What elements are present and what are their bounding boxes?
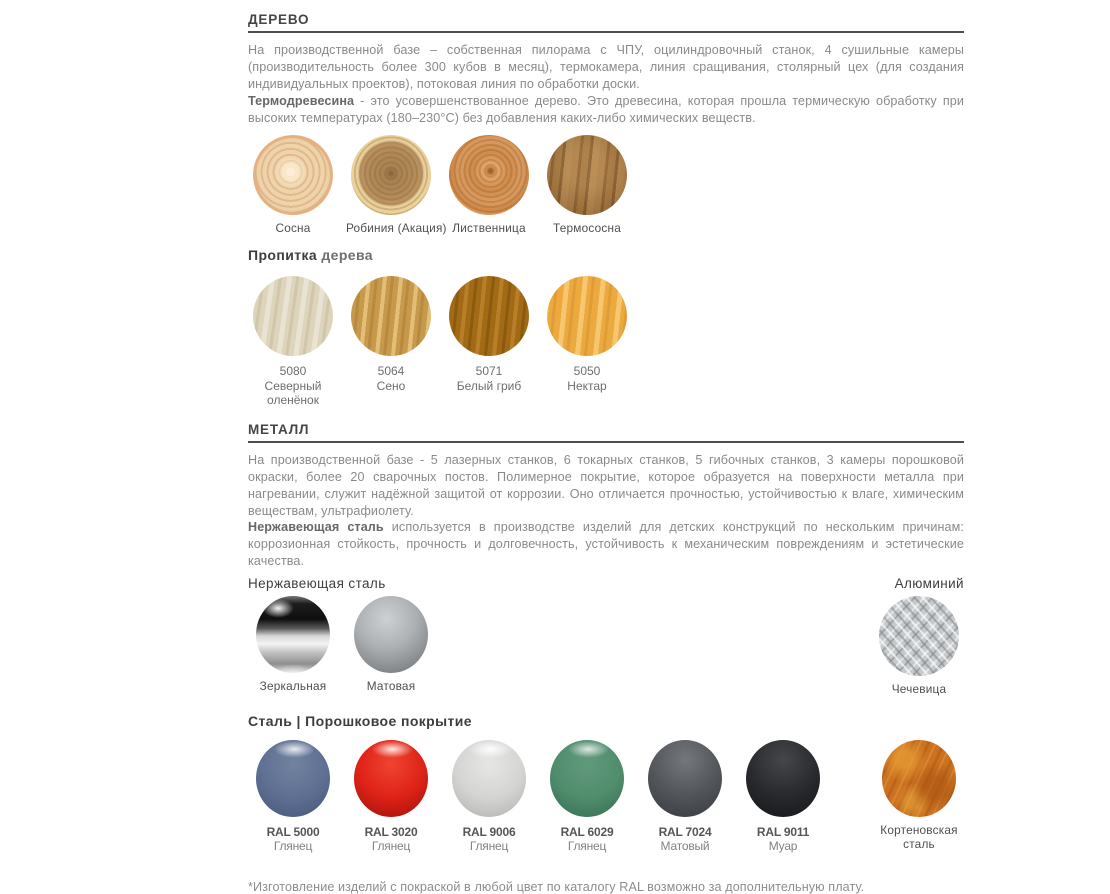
ral-finish: Глянец [567, 839, 607, 854]
ral-code: RAL 5000 [266, 824, 320, 839]
ral-finish: Глянец [469, 839, 509, 854]
stain-name: Нектар [567, 378, 607, 393]
wood-species-pine [248, 135, 338, 236]
impregnation-title-rest: дерева [317, 247, 373, 264]
stainless-steel-title: Нержавеющая сталь [248, 576, 386, 592]
impregnation-color-5080 [248, 276, 338, 408]
robinia-cross-section-swatch [351, 135, 431, 215]
swatch-label [738, 825, 828, 854]
ral-5000-swatch [256, 740, 330, 817]
thermopine-grain-swatch [547, 135, 627, 215]
powder-coating-title: Сталь | Порошковое покрытие [248, 712, 472, 729]
ral-footnote: *Изготовление изделий с покраской в любой цвет по каталогу RAL возможно за дополнительную плату. [248, 879, 865, 894]
swatch-label [248, 364, 338, 408]
stainless-mirror [248, 596, 338, 694]
ral-6029-swatch [550, 740, 624, 817]
stain-5064-swatch [351, 276, 431, 356]
metal-section-divider [248, 441, 964, 443]
ral-code: RAL 9011 [756, 824, 810, 839]
metal-paragraph-1: На производственной базе - 5 лазерных станков, 6 токарных станков, 5 гибочных станков, 3 камеры порошковой окраски, более 20 сварочных постов. Полимерное покрытие, которое образуется на поверхности металла при нагревании, служит надёжной защитой от коррозии. Оно отличается прочностью, устойчивостью к влаге, химическим веществам, ультрафиолету. [248, 452, 964, 518]
ral-3020-swatch [354, 740, 428, 817]
impregnation-color-5050 [542, 276, 632, 393]
wood-paragraph-2-lead: Термодревесина [248, 93, 355, 108]
ral-finish: Глянец [371, 839, 411, 854]
powder-coating-section [248, 713, 964, 894]
ral-6029-item [542, 740, 632, 854]
ral-finish: Муар [768, 839, 798, 854]
stain-code: 5071 [475, 364, 503, 379]
impregnation-title-strong: Пропитка [248, 247, 318, 264]
checker-plate-swatch [879, 596, 959, 676]
aluminum-finish-group [874, 596, 964, 697]
swatch-label: Лиственница [452, 220, 526, 235]
ral-3020-item [346, 740, 436, 854]
corten-group [874, 740, 964, 852]
wood-section [248, 12, 964, 235]
metal-finish-headers [248, 576, 964, 591]
stain-5050-swatch [547, 276, 627, 356]
ral-9006-item [444, 740, 534, 854]
ral-9006-swatch [452, 740, 526, 817]
wood-paragraph-1: На производственной базе – собственная пилорама с ЧПУ, оцилиндровочный станок, 4 сушильные камеры (производительность более 300 кубов в месяц), термокамера, линия сращивания, столярный цех (для создания индивидуальных проектов), потоковая линия по обработки доски. [248, 43, 964, 91]
stain-name: Белый гриб [456, 378, 522, 393]
ral-code: RAL 7024 [658, 824, 712, 839]
ral-finish: Глянец [273, 839, 313, 854]
wood-species-larch [444, 135, 534, 236]
impregnation-color-5071 [444, 276, 534, 393]
metal-section-title: МЕТАЛЛ [248, 421, 310, 437]
wood-species-robinia [346, 135, 447, 236]
ral-code: RAL 6029 [560, 824, 614, 839]
ral-finish: Матовый [660, 839, 710, 854]
swatch-label: Зеркальная [259, 679, 327, 694]
wood-section-title: ДЕРЕВО [248, 12, 310, 27]
ral-7024-swatch [648, 740, 722, 817]
swatch-label [444, 825, 534, 854]
metal-paragraph-2-rest: используется в производстве изделий для детских конструкций по нескольким причинам: коррозионная стойкость, прочность и долговечность, устойчивость к механическим повреждениям и эстетические качества. [248, 520, 964, 569]
stain-code: 5050 [573, 364, 601, 379]
larch-cross-section-swatch [449, 135, 529, 215]
metal-finishes-row [248, 596, 964, 697]
metal-paragraph-2 [248, 519, 964, 570]
impregnation-color-5064 [346, 276, 436, 393]
swatch-label [542, 825, 632, 854]
stain-5080-swatch [253, 276, 333, 356]
impregnation-colors-row [248, 276, 964, 408]
ral-code: RAL 3020 [364, 824, 418, 839]
pine-cross-section-swatch [253, 135, 333, 215]
ral-code: RAL 9006 [462, 824, 516, 839]
ral-7024-item [640, 740, 730, 854]
swatch-label [346, 825, 436, 854]
swatch-label: Робиния (Акация) [346, 220, 447, 235]
stainless-matte [346, 596, 436, 694]
stain-5071-swatch [449, 276, 529, 356]
swatch-label: Сосна [275, 220, 311, 235]
matte-steel-sphere-swatch [354, 596, 428, 673]
swatch-label [444, 364, 534, 393]
aluminum-title: Алюминий [894, 576, 964, 592]
metal-paragraph-2-lead: Нержавеющая сталь [248, 520, 384, 535]
wood-species-thermopine [542, 135, 632, 236]
wood-species-row [248, 135, 964, 236]
stain-name: Сено [376, 378, 406, 393]
wood-section-divider [248, 31, 964, 33]
swatch-label [248, 825, 338, 854]
ral-colors-group [248, 740, 828, 854]
stain-name: Северный оленёнок [264, 378, 322, 408]
impregnation-title [248, 247, 964, 263]
stain-code: 5080 [279, 364, 307, 379]
page-content [248, 0, 964, 894]
corten-steel-swatch [882, 740, 956, 817]
wood-paragraph-2 [248, 93, 964, 127]
corten-steel-item [874, 740, 964, 852]
swatch-label [640, 825, 730, 854]
wood-paragraph-2-rest: - это усовершенствованное дерево. Это древесина, которая прошла термическую обработку при высоких температурах (180–230°С) без добавления каких-либо химических веществ. [248, 93, 964, 125]
swatch-label: Кортеновская сталь [880, 822, 958, 851]
swatch-label: Термососна [553, 220, 621, 235]
stain-code: 5064 [377, 364, 405, 379]
ral-9011-item [738, 740, 828, 854]
mirror-steel-sphere-swatch [256, 596, 330, 673]
swatch-label [346, 364, 436, 393]
stainless-finishes-group [248, 596, 436, 694]
powder-colors-row [248, 740, 964, 854]
ral-5000-item [248, 740, 338, 854]
ral-9011-swatch [746, 740, 820, 817]
impregnation-section [248, 247, 964, 408]
metal-section [248, 422, 964, 697]
aluminum-lentil [874, 596, 964, 697]
swatch-label: Чечевица [891, 682, 947, 697]
swatch-label: Матовая [366, 679, 416, 694]
swatch-label [542, 364, 632, 393]
